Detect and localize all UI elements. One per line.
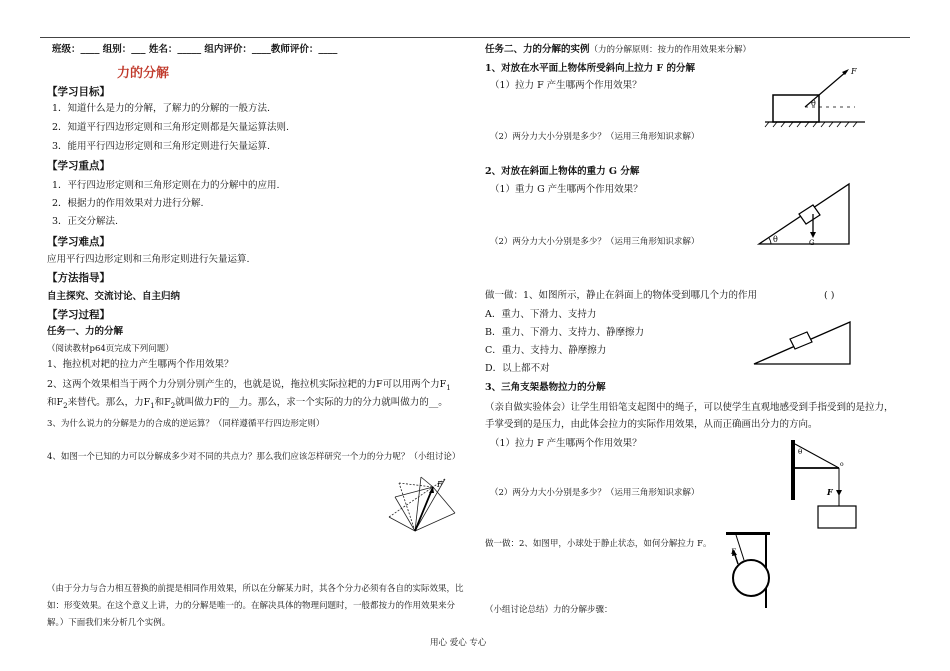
- task1-heading: 任务一、力的分解: [47, 326, 124, 337]
- question-3: 3、为什么说力的分解是力的合成的逆运算？（同样遵循平行四边形定则）: [47, 419, 325, 429]
- option-c: C．重力、支持力、静摩擦力: [485, 345, 607, 356]
- ball-wall-figure: [722, 528, 782, 610]
- option-b: B．重力、下滑力、支持力、静摩擦力: [485, 327, 644, 338]
- page-footer: 用心 爱心 专心: [430, 638, 487, 648]
- example-2-q2: （2）两分力大小分别是多少？（运用三角形知识求解）: [490, 237, 700, 247]
- block-pulled-figure: [765, 65, 870, 130]
- method-heading: 【方法指导】: [47, 272, 110, 284]
- incline-block-figure: [752, 314, 854, 368]
- question-2-line1: 2、这两个效果相当于两个力分别分别产生的，也就是说，拖拉机实际拉耙的力F可以用两个力$F_1$: [47, 379, 451, 392]
- figure-label-theta: θ: [798, 448, 803, 456]
- figure-label-F: F: [731, 548, 736, 556]
- example-2-q1: （1）重力 G 产生哪两个作用效果？: [490, 184, 643, 195]
- key-points-heading: 【学习重点】: [47, 160, 110, 172]
- question-1: 1、拖拉机对耙的拉力产生哪两个作用效果？: [47, 359, 234, 370]
- process-heading: 【学习过程】: [47, 309, 110, 321]
- task2-heading-line: 任务二、力的分解的实例（力的分解原则：按力的作用效果来分解）: [485, 44, 752, 55]
- method-text: 自主探究、交流讨论、自主归纳: [47, 291, 181, 302]
- example-3-text: （亲自做实验体会）让学生用铅笔支起图中的绳子，可以使学生直观地感受到手指受到的是拉力，手掌受到的是压力，由此体会拉力的实际作用效果，从而正确画出分力的方向。: [485, 402, 894, 430]
- question-4: 4、如图一个已知的力可以分解成多少对不同的共点力？那么我们应该怎样研究一个力的分力呢？（小组讨论）: [47, 452, 461, 462]
- example-3-q1: （1）拉力 F 产生哪两个作用效果？: [490, 438, 642, 449]
- page-title: 力的分解: [117, 66, 170, 81]
- figure-label-G: G: [809, 239, 815, 247]
- question-2-line2: 和$F_2$来替代。那么，力$F_1$和$F_2$就叫做力F的__力。那么，求一个实际的力的分力就叫做力的__。: [47, 397, 448, 410]
- key-point-item: 1．平行四边形定则和三角形定则在力的分解中的应用.: [52, 180, 280, 191]
- student-info-header: 班级：____ 组别：___ 姓名：_____ 组内评价：____教师评价：____: [52, 44, 338, 55]
- answer-blank: ( ): [824, 290, 835, 301]
- example-3-q2: （2）两分力大小分别是多少？（运用三角形知识求解）: [490, 488, 700, 498]
- difficulty-heading: 【学习难点】: [47, 236, 110, 248]
- figure-label-theta: θ: [773, 235, 778, 244]
- try-1-question: 做一做：1、如图所示，静止在斜面上的物体受到哪几个力的作用: [485, 290, 758, 301]
- figure-label-F: F: [437, 480, 443, 489]
- example-1-q2: （2）两分力大小分别是多少？（运用三角形知识求解）: [490, 132, 700, 142]
- force-decomposition-figure: [385, 473, 465, 535]
- example-2-title: 2、对放在斜面上物体的重力 G 分解: [485, 166, 640, 177]
- key-point-item: 2．根据力的作用效果对力进行分解.: [52, 198, 204, 209]
- goals-heading: 【学习目标】: [47, 86, 110, 98]
- key-point-item: 3．正交分解法.: [52, 216, 119, 227]
- figure-label-o: o: [840, 461, 844, 468]
- incline-gravity-figure: [757, 178, 857, 250]
- goal-item: 2．知道平行四边形定则和三角形定则都是矢量运算法则.: [52, 122, 290, 133]
- goal-item: 3．能用平行四边形定则和三角形定则进行矢量运算.: [52, 141, 271, 152]
- try-2-question: 做一做：2、如图甲，小球处于静止状态，如何分解拉力 F。: [485, 539, 712, 549]
- figure-label-F: F: [827, 487, 833, 497]
- decomposition-note: （由于分力与合力相互替换的前提是相同作用效果，所以在分解某力时，其各个分力必须有各自的实际效果，比如：形变效果。在这个意义上讲，力的分解是唯一的。在解决具体的物理问题时，一般都按力的作用效果来分解。）下面我们来分析几个实例。: [47, 584, 464, 628]
- difficulty-text: 应用平行四边形定则和三角形定则进行矢量运算.: [47, 254, 250, 265]
- example-1-title: 1、对放在水平面上物体所受斜向上拉力 F 的分解: [485, 63, 695, 74]
- option-d: D．以上都不对: [485, 363, 550, 374]
- goal-item: 1．知道什么是力的分解，了解力的分解的一般方法.: [52, 103, 271, 114]
- summary-prompt: （小组讨论总结）力的分解步骤：: [485, 605, 613, 615]
- example-1-q1: （1）拉力 F 产生哪两个作用效果？: [490, 80, 642, 91]
- figure-label-F: F: [851, 67, 857, 76]
- figure-label-theta: θ: [811, 99, 816, 108]
- task1-note: （阅读教材p64页完成下列问题）: [47, 344, 174, 354]
- option-a: A．重力、下滑力、支持力: [485, 309, 597, 320]
- bracket-hanging-figure: [787, 438, 867, 530]
- top-rule: [40, 37, 910, 38]
- example-3-title: 3、三角支架悬物拉力的分解: [485, 382, 606, 393]
